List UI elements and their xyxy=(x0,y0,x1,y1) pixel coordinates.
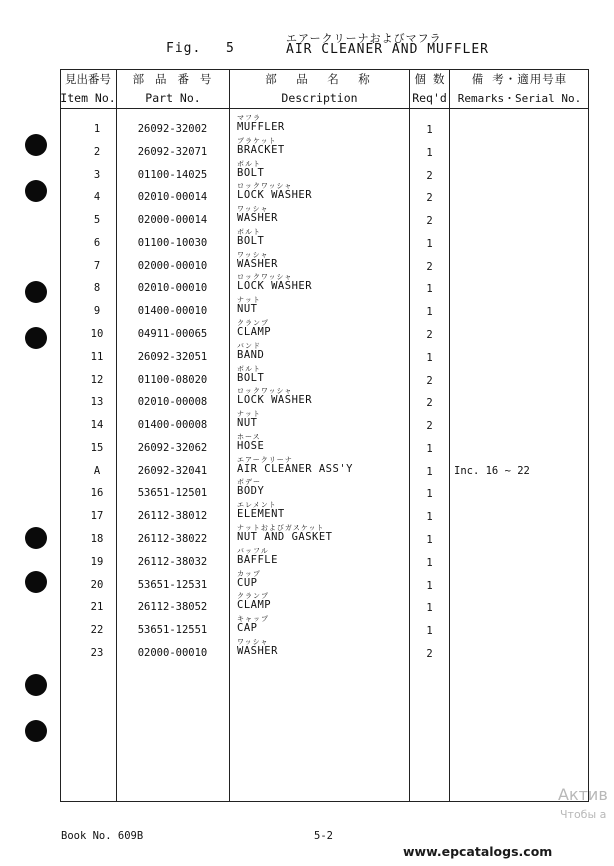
quantity: 1 xyxy=(426,557,433,569)
item-number: 18 xyxy=(90,533,104,545)
quantity: 2 xyxy=(426,375,433,387)
description-kana: エレメント xyxy=(237,501,277,509)
column-header-part-jp: 部 品 番 号 xyxy=(132,72,214,86)
description-kana: ロックワッシャ xyxy=(237,273,293,281)
description-kana: クランプ xyxy=(237,319,269,327)
part-number: 26092-32071 xyxy=(137,146,208,158)
part-number: 26092-32002 xyxy=(137,123,208,135)
column-header-qty xyxy=(410,70,449,108)
description-kana: ワッシャ xyxy=(237,205,269,213)
part-number: 02000-00014 xyxy=(137,214,208,226)
description-english: LOCK WASHER xyxy=(237,280,313,292)
description-kana: バッフル xyxy=(237,547,269,555)
description xyxy=(237,342,264,361)
part-number: 26092-32062 xyxy=(137,442,208,454)
item-number: 21 xyxy=(90,601,104,613)
description-kana: マフラ xyxy=(237,114,261,122)
description-kana: ナットおよびガスケット xyxy=(237,524,325,532)
column-header-description-jp: 部 品 名 称 xyxy=(265,72,374,86)
quantity: 1 xyxy=(426,147,433,159)
item-number: 6 xyxy=(93,237,101,249)
description-kana: ボルト xyxy=(237,160,261,168)
description-english: HOSE xyxy=(237,440,265,452)
quantity: 2 xyxy=(426,170,433,182)
part-number: 02010-00008 xyxy=(137,396,208,408)
quantity: 1 xyxy=(426,580,433,592)
item-number: 15 xyxy=(90,442,104,454)
description-english: LOCK WASHER xyxy=(237,394,313,406)
column-header-part-en: Part No. xyxy=(145,91,201,105)
description xyxy=(237,205,278,224)
book-number: Book No. 609B xyxy=(61,830,144,842)
item-number: 17 xyxy=(90,510,104,522)
description-english: NUT xyxy=(237,417,258,429)
column-header-remarks-en: Remarks・Serial No. xyxy=(457,92,582,105)
column-header-part xyxy=(117,70,229,108)
part-number: 26092-32041 xyxy=(137,465,208,477)
description-english: CAP xyxy=(237,622,258,634)
watermark-line-2: Чтобы а xyxy=(560,808,607,821)
item-number: 2 xyxy=(93,146,101,158)
description xyxy=(237,456,353,475)
page-title-japanese: エアークリーナおよびマフラ xyxy=(286,32,442,45)
description-kana: カップ xyxy=(237,570,261,578)
binder-hole xyxy=(25,720,47,742)
column-header-remarks-jp: 備 考・適用号車 xyxy=(471,72,568,86)
quantity: 1 xyxy=(426,488,433,500)
column-header-description-en: Description xyxy=(281,91,358,105)
description xyxy=(237,251,278,270)
column-header-item-en: Item No. xyxy=(60,91,116,105)
description xyxy=(237,524,333,543)
column-header-item-jp: 見出番号 xyxy=(65,72,111,86)
description-english: NUT AND GASKET xyxy=(237,531,333,543)
page-title: AIR CLEANER AND MUFFLER xyxy=(286,42,490,57)
description-english: CUP xyxy=(237,577,258,589)
description xyxy=(237,182,312,201)
description xyxy=(237,478,264,497)
description-kana: バンド xyxy=(237,342,261,350)
description-english: ELEMENT xyxy=(237,508,285,520)
item-number: 13 xyxy=(90,396,104,408)
item-number: 1 xyxy=(93,123,101,135)
quantity: 1 xyxy=(426,238,433,250)
item-number: 22 xyxy=(90,624,104,636)
description-kana: ナット xyxy=(237,296,261,304)
quantity: 1 xyxy=(426,466,433,478)
item-number: 4 xyxy=(93,191,101,203)
item-number: 5 xyxy=(93,214,101,226)
description xyxy=(237,319,271,338)
item-number: 19 xyxy=(90,556,104,568)
site-link[interactable]: www.epcatalogs.com xyxy=(403,844,553,859)
item-number: 20 xyxy=(90,579,104,591)
quantity: 1 xyxy=(426,534,433,546)
item-number: 23 xyxy=(90,647,104,659)
description-kana: ボデー xyxy=(237,478,261,486)
description xyxy=(237,501,285,520)
part-number: 01400-00008 xyxy=(137,419,208,431)
description-english: BOLT xyxy=(237,372,265,384)
binder-hole xyxy=(25,180,47,202)
description-kana: ブラケット xyxy=(237,137,277,145)
description xyxy=(237,160,264,179)
description xyxy=(237,433,264,452)
part-number: 01100-10030 xyxy=(137,237,208,249)
description xyxy=(237,365,264,384)
column-divider xyxy=(449,69,450,802)
remarks: Inc. 16 ~ 22 xyxy=(454,465,530,477)
description-kana: ワッシャ xyxy=(237,638,269,646)
column-divider xyxy=(229,69,230,802)
binder-hole xyxy=(25,674,47,696)
description-english: BOLT xyxy=(237,167,265,179)
quantity: 1 xyxy=(426,124,433,136)
description-english: AIR CLEANER ASS'Y xyxy=(237,463,353,475)
item-number: 7 xyxy=(93,260,101,272)
header-divider xyxy=(60,108,589,109)
description-english: WASHER xyxy=(237,212,278,224)
quantity: 1 xyxy=(426,602,433,614)
watermark-line-1: Актив xyxy=(558,785,608,804)
description-kana: クランプ xyxy=(237,592,269,600)
description-english: CLAMP xyxy=(237,599,272,611)
quantity: 1 xyxy=(426,625,433,637)
description-kana: ナット xyxy=(237,410,261,418)
description-kana: ホース xyxy=(237,433,261,441)
part-number: 53651-12551 xyxy=(137,624,208,636)
page-number: 5-2 xyxy=(314,830,333,842)
description xyxy=(237,592,271,611)
quantity: 2 xyxy=(426,648,433,660)
description-english: BAND xyxy=(237,349,265,361)
quantity: 1 xyxy=(426,306,433,318)
binder-hole xyxy=(25,571,47,593)
item-number: 3 xyxy=(93,169,101,181)
column-header-item xyxy=(60,70,116,108)
binder-hole xyxy=(25,281,47,303)
figure-number: 5 xyxy=(226,41,234,56)
item-number: 11 xyxy=(90,351,104,363)
description xyxy=(237,228,264,247)
quantity: 2 xyxy=(426,261,433,273)
description-english: WASHER xyxy=(237,645,278,657)
description-english: BRACKET xyxy=(237,144,285,156)
description-english: NUT xyxy=(237,303,258,315)
description xyxy=(237,615,269,634)
part-number: 01400-00010 xyxy=(137,305,208,317)
description-english: LOCK WASHER xyxy=(237,189,313,201)
description-english: BAFFLE xyxy=(237,554,278,566)
part-number: 53651-12531 xyxy=(137,579,208,591)
item-number: 10 xyxy=(90,328,104,340)
part-number: 02000-00010 xyxy=(137,647,208,659)
item-number: 9 xyxy=(93,305,101,317)
description-kana: ロックワッシャ xyxy=(237,387,293,395)
part-number: 02000-00010 xyxy=(137,260,208,272)
description xyxy=(237,638,278,657)
quantity: 2 xyxy=(426,329,433,341)
description-english: BODY xyxy=(237,485,265,497)
description-kana: ワッシャ xyxy=(237,251,269,259)
description xyxy=(237,387,312,406)
quantity: 1 xyxy=(426,511,433,523)
item-number: 14 xyxy=(90,419,104,431)
description-kana: ロックワッシャ xyxy=(237,182,293,190)
quantity: 2 xyxy=(426,192,433,204)
quantity: 1 xyxy=(426,443,433,455)
column-header-remarks xyxy=(450,70,589,108)
quantity: 2 xyxy=(426,397,433,409)
part-number: 01100-08020 xyxy=(137,374,208,386)
description xyxy=(237,570,261,589)
description-kana: キャップ xyxy=(237,615,269,623)
part-number: 26092-32051 xyxy=(137,351,208,363)
quantity: 2 xyxy=(426,420,433,432)
description-kana: ボルト xyxy=(237,228,261,236)
description xyxy=(237,547,278,566)
description-english: BOLT xyxy=(237,235,265,247)
description-english: WASHER xyxy=(237,258,278,270)
column-header-qty-jp: 個 数 xyxy=(414,72,445,86)
description-kana: ボルト xyxy=(237,365,261,373)
item-number: A xyxy=(93,465,101,477)
part-number: 26112-38032 xyxy=(137,556,208,568)
part-number: 01100-14025 xyxy=(137,169,208,181)
binder-hole xyxy=(25,134,47,156)
part-number: 53651-12501 xyxy=(137,487,208,499)
item-number: 16 xyxy=(90,487,104,499)
binder-hole xyxy=(25,527,47,549)
figure-label: Fig. xyxy=(166,41,202,56)
column-header-qty-en: Req'd xyxy=(412,91,447,105)
quantity: 1 xyxy=(426,283,433,295)
quantity: 2 xyxy=(426,215,433,227)
part-number: 26112-38052 xyxy=(137,601,208,613)
part-number: 26112-38022 xyxy=(137,533,208,545)
description xyxy=(237,296,261,315)
part-number: 02010-00010 xyxy=(137,282,208,294)
quantity: 1 xyxy=(426,352,433,364)
description-english: CLAMP xyxy=(237,326,272,338)
column-header-description xyxy=(230,70,409,108)
description-english: MUFFLER xyxy=(237,121,285,133)
item-number: 8 xyxy=(93,282,101,294)
description-kana: エアークリーナ xyxy=(237,456,293,464)
binder-hole xyxy=(25,327,47,349)
description xyxy=(237,137,285,156)
description xyxy=(237,273,312,292)
part-number: 04911-00065 xyxy=(137,328,208,340)
part-number: 26112-38012 xyxy=(137,510,208,522)
item-number: 12 xyxy=(90,374,104,386)
part-number: 02010-00014 xyxy=(137,191,208,203)
description xyxy=(237,114,285,133)
description xyxy=(237,410,261,429)
